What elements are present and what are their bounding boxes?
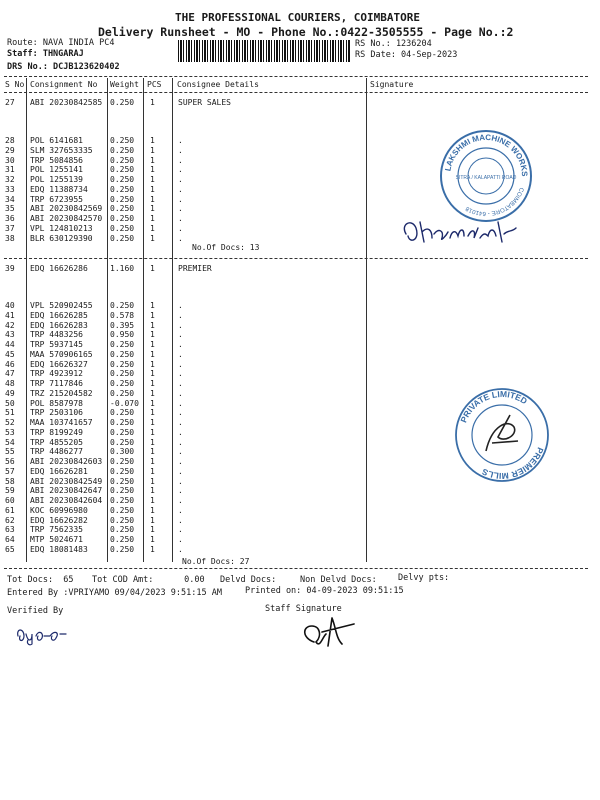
- consignee-dot: .: [178, 427, 183, 437]
- consignment-number: TRP 5084856: [30, 155, 83, 165]
- serial-number: 65: [5, 544, 15, 554]
- weight: 0.250: [110, 437, 135, 447]
- weight: 0.250: [110, 457, 135, 466]
- consignment-number: MAA 570906165: [30, 349, 93, 359]
- pieces: 1: [150, 175, 155, 184]
- pieces: 1: [150, 496, 155, 505]
- pieces: 1: [150, 369, 155, 379]
- consignee-dot: .: [178, 505, 183, 515]
- column-header: Consignment No: [30, 80, 98, 89]
- consignee-dot: .: [178, 301, 183, 310]
- consignee-dot: .: [178, 136, 183, 145]
- staff-signature: [292, 608, 362, 654]
- premier-mills-stamp: [452, 385, 552, 485]
- consignee-dot: .: [178, 466, 183, 476]
- pieces: 1: [150, 204, 155, 214]
- serial-number: 39: [5, 264, 15, 273]
- consignment-number: EDQ 18081483: [30, 544, 88, 554]
- barcode: [178, 40, 350, 62]
- consignee-dot: .: [178, 398, 183, 408]
- consignee-dot: .: [178, 359, 183, 369]
- weight: 0.300: [110, 447, 135, 457]
- consignment-number: TRP 7117846: [30, 379, 83, 388]
- svg-text:SITRA / KALAPATTI ROAD: SITRA / KALAPATTI ROAD: [455, 175, 517, 181]
- consignment-number: POL 1255139: [30, 175, 83, 184]
- consignee-dot: .: [178, 525, 183, 535]
- consignee-dot: .: [178, 145, 183, 155]
- column-header: PCS: [147, 80, 162, 89]
- consignment-number: TRZ 215204582: [30, 388, 93, 398]
- serial-number: 61: [5, 505, 15, 515]
- serial-number: 45: [5, 349, 15, 359]
- pieces: 1: [150, 349, 155, 359]
- consignee-dot: .: [178, 165, 183, 175]
- serial-number: 50: [5, 398, 15, 408]
- serial-number: 60: [5, 496, 15, 505]
- pieces: 1: [150, 408, 155, 418]
- weight: 0.250: [110, 98, 135, 107]
- consignment-number: ABI 20230842570: [30, 214, 103, 223]
- svg-text:COIMBATORE - 641018: COIMBATORE - 641018: [464, 186, 525, 217]
- weight: 0.250: [110, 525, 135, 535]
- company-seal-stamp: [438, 128, 534, 224]
- serial-number: 43: [5, 330, 15, 340]
- consignment-number: TRP 5937145: [30, 340, 83, 349]
- pieces: 1: [150, 447, 155, 457]
- consignment-number: EDQ 16626285: [30, 310, 88, 320]
- pieces: 1: [150, 136, 155, 145]
- weight: 0.250: [110, 145, 135, 155]
- pieces: 1: [150, 379, 155, 388]
- col-divider: [107, 78, 108, 562]
- weight: 0.250: [110, 165, 135, 175]
- consignee-dot: .: [178, 544, 183, 554]
- weight: 0.250: [110, 544, 135, 554]
- col-divider: [172, 78, 173, 562]
- weight: 0.250: [110, 301, 135, 310]
- consignee-dot: .: [178, 418, 183, 427]
- consignee-dot: .: [178, 496, 183, 505]
- pieces: 1: [150, 98, 155, 107]
- consignee-dot: .: [178, 340, 183, 349]
- serial-number: 58: [5, 476, 15, 486]
- consignee-dot: .: [178, 184, 183, 194]
- consignment-number: ABI 20230842603: [30, 457, 103, 466]
- serial-number: 38: [5, 233, 15, 243]
- consignment-number: TRP 4486277: [30, 447, 83, 457]
- pieces: 1: [150, 418, 155, 427]
- serial-number: 63: [5, 525, 15, 535]
- consignment-number: ABI 20230842549: [30, 476, 103, 486]
- consignment-number: TRP 7562335: [30, 525, 83, 535]
- weight: 0.250: [110, 359, 135, 369]
- consignee-name: SUPER SALES: [178, 98, 231, 107]
- serial-number: 64: [5, 535, 15, 544]
- weight: 0.250: [110, 486, 135, 496]
- weight: 0.250: [110, 476, 135, 486]
- printed-on: Printed on: 04-09-2023 09:51:15: [245, 586, 404, 596]
- consignment-number: EDQ 16626327: [30, 359, 88, 369]
- serial-number: 56: [5, 457, 15, 466]
- header-bottom-rule: [4, 92, 588, 93]
- consignee-dot: .: [178, 388, 183, 398]
- consignee-dot: .: [178, 204, 183, 214]
- consignee-dot: .: [178, 379, 183, 388]
- consignment-number: VPL 520902455: [30, 301, 93, 310]
- serial-number: 34: [5, 194, 15, 204]
- weight: 0.250: [110, 175, 135, 184]
- pieces: 1: [150, 535, 155, 544]
- serial-number: 49: [5, 388, 15, 398]
- consignee-dot: .: [178, 457, 183, 466]
- serial-number: 36: [5, 214, 15, 223]
- consignee-dot: .: [178, 447, 183, 457]
- pieces: 1: [150, 301, 155, 310]
- consignee-dot: .: [178, 437, 183, 447]
- pieces: 1: [150, 233, 155, 243]
- total-cod-amount: Tot COD Amt: 0.00: [92, 575, 205, 585]
- consignment-number: EDQ 16626286: [30, 264, 88, 273]
- consignee-dot: .: [178, 476, 183, 486]
- verified-by-label: Verified By: [7, 606, 64, 616]
- pieces: 1: [150, 155, 155, 165]
- serial-number: 46: [5, 359, 15, 369]
- weight: 0.578: [110, 310, 135, 320]
- consignment-number: EDQ 16626282: [30, 515, 88, 525]
- consignment-number: ABI 20230842604: [30, 496, 103, 505]
- weight: -0.070: [110, 398, 139, 408]
- pieces: 1: [150, 145, 155, 155]
- consignee-dot: .: [178, 515, 183, 525]
- serial-number: 52: [5, 418, 15, 427]
- pieces: 1: [150, 359, 155, 369]
- column-header: Weight: [110, 80, 139, 89]
- pieces: 1: [150, 437, 155, 447]
- serial-number: 41: [5, 310, 15, 320]
- entered-by: Entered By :VPRIYAMO 09/04/2023 9:51:15 AM: [7, 588, 222, 598]
- staff-signature-label: Staff Signature: [265, 604, 342, 614]
- pieces: 1: [150, 330, 155, 340]
- pieces: 1: [150, 515, 155, 525]
- rs-date: RS Date: 04-Sep-2023: [355, 50, 458, 60]
- consignment-number: MAA 103741657: [30, 418, 93, 427]
- serial-number: 55: [5, 447, 15, 457]
- pieces: 1: [150, 223, 155, 233]
- consignment-number: TRP 4483256: [30, 330, 83, 340]
- weight: 0.250: [110, 379, 135, 388]
- weight: 0.250: [110, 223, 135, 233]
- weight: 0.250: [110, 369, 135, 379]
- weight: 0.395: [110, 320, 135, 330]
- serial-number: 32: [5, 175, 15, 184]
- footer-top-rule: [4, 568, 588, 569]
- serial-number: 42: [5, 320, 15, 330]
- pieces: 1: [150, 184, 155, 194]
- serial-number: 51: [5, 408, 15, 418]
- consignee-dot: .: [178, 408, 183, 418]
- weight: 0.250: [110, 204, 135, 214]
- pieces: 1: [150, 165, 155, 175]
- consignee-dot: .: [178, 223, 183, 233]
- consignment-number: TRP 6723955: [30, 194, 83, 204]
- consignment-number: MTP 5024671: [30, 535, 83, 544]
- consignee-dot: .: [178, 233, 183, 243]
- consignment-number: TRP 2503106: [30, 408, 83, 418]
- group-separator: [4, 258, 588, 259]
- consignment-number: ABI 20230842585: [30, 98, 103, 107]
- consignment-number: TRP 4923912: [30, 369, 83, 379]
- weight: 0.250: [110, 233, 135, 243]
- weight: 0.250: [110, 184, 135, 194]
- consignee-name: PREMIER: [178, 264, 212, 273]
- serial-number: 40: [5, 301, 15, 310]
- consignment-number: TRP 4855205: [30, 437, 83, 447]
- consignee-dot: .: [178, 155, 183, 165]
- weight: 0.950: [110, 330, 135, 340]
- pieces: 1: [150, 398, 155, 408]
- verifier-signature: [14, 624, 74, 646]
- consignee-dot: .: [178, 330, 183, 340]
- pieces: 1: [150, 544, 155, 554]
- weight: 0.250: [110, 388, 135, 398]
- serial-number: 48: [5, 379, 15, 388]
- serial-number: 57: [5, 466, 15, 476]
- weight: 0.250: [110, 515, 135, 525]
- consignment-number: EDQ 16626281: [30, 466, 88, 476]
- docs-count: No.Of Docs: 27: [182, 557, 250, 566]
- weight: 0.250: [110, 466, 135, 476]
- consignment-number: KOC 60996980: [30, 505, 88, 515]
- docs-count: No.Of Docs: 13: [192, 243, 260, 252]
- weight: 0.250: [110, 194, 135, 204]
- serial-number: 37: [5, 223, 15, 233]
- serial-number: 59: [5, 486, 15, 496]
- pieces: 1: [150, 264, 155, 273]
- column-header: Signature: [370, 80, 414, 89]
- pieces: 1: [150, 457, 155, 466]
- pieces: 1: [150, 427, 155, 437]
- weight: 0.250: [110, 408, 135, 418]
- route-label: Route: NAVA INDIA PC4: [7, 38, 115, 48]
- consignment-number: TRP 8199249: [30, 427, 83, 437]
- serial-number: 33: [5, 184, 15, 194]
- consignee-dot: .: [178, 486, 183, 496]
- non-delivered-docs: Non Delvd Docs:: [300, 575, 377, 585]
- column-header: S No: [5, 80, 25, 89]
- drs-number: DRS No.: DCJB123620402: [7, 62, 120, 72]
- company-title: THE PROFESSIONAL COURIERS, COIMBATORE: [175, 11, 421, 24]
- consignment-number: SLM 327653335: [30, 145, 93, 155]
- consignee-dot: .: [178, 320, 183, 330]
- pieces: 1: [150, 340, 155, 349]
- weight: 0.250: [110, 427, 135, 437]
- weight: 0.250: [110, 340, 135, 349]
- pieces: 1: [150, 486, 155, 496]
- pieces: 1: [150, 505, 155, 515]
- pieces: 1: [150, 214, 155, 223]
- serial-number: 35: [5, 204, 15, 214]
- pieces: 1: [150, 466, 155, 476]
- consignment-number: POL 6141681: [30, 136, 83, 145]
- rs-number: RS No.: 1236204: [355, 39, 432, 49]
- col-divider: [143, 78, 144, 562]
- pieces: 1: [150, 310, 155, 320]
- weight: 0.250: [110, 505, 135, 515]
- serial-number: 29: [5, 145, 15, 155]
- weight: 0.250: [110, 349, 135, 359]
- svg-text:PRIVATE LIMITED: PRIVATE LIMITED: [458, 388, 530, 424]
- serial-number: 28: [5, 136, 15, 145]
- staff-label: Staff: THNGARAJ: [7, 49, 84, 59]
- consignment-number: EDQ 11388734: [30, 184, 88, 194]
- serial-number: 53: [5, 427, 15, 437]
- col-divider: [26, 78, 27, 562]
- total-docs: Tot Docs: 65: [7, 575, 74, 585]
- consignment-number: POL 8587978: [30, 398, 83, 408]
- svg-text:PREMIER MILLS: PREMIER MILLS: [480, 446, 546, 482]
- weight: 0.250: [110, 496, 135, 505]
- consignment-number: POL 1255141: [30, 165, 83, 175]
- serial-number: 30: [5, 155, 15, 165]
- pieces: 1: [150, 388, 155, 398]
- serial-number: 54: [5, 437, 15, 447]
- consignee-dot: .: [178, 310, 183, 320]
- pieces: 1: [150, 320, 155, 330]
- delivered-docs: Delvd Docs:: [220, 575, 277, 585]
- serial-number: 62: [5, 515, 15, 525]
- weight: 0.250: [110, 136, 135, 145]
- serial-number: 44: [5, 340, 15, 349]
- weight: 0.250: [110, 535, 135, 544]
- serial-number: 31: [5, 165, 15, 175]
- consignment-number: ABI 20230842647: [30, 486, 103, 496]
- consignee-dot: .: [178, 214, 183, 223]
- serial-number: 47: [5, 369, 15, 379]
- receiver-signature: [398, 214, 528, 250]
- svg-text:LAKSHMI MACHINE WORKS: LAKSHMI MACHINE WORKS: [443, 132, 530, 177]
- column-header: Consignee Details: [177, 80, 259, 89]
- pieces: 1: [150, 525, 155, 535]
- weight: 0.250: [110, 418, 135, 427]
- weight: 1.160: [110, 264, 135, 273]
- delivery-points: Delvy pts:: [398, 573, 450, 583]
- consignment-number: EDQ 16626283: [30, 320, 88, 330]
- consignee-dot: .: [178, 194, 183, 204]
- col-divider: [366, 78, 367, 562]
- header-top-rule: [4, 76, 588, 77]
- pieces: 1: [150, 194, 155, 204]
- consignment-number: VPL 124810213: [30, 223, 93, 233]
- consignee-dot: .: [178, 535, 183, 544]
- weight: 0.250: [110, 214, 135, 223]
- consignee-dot: .: [178, 369, 183, 379]
- consignee-dot: .: [178, 175, 183, 184]
- consignment-number: ABI 20230842569: [30, 204, 103, 214]
- runsheet-title: Delivery Runsheet - MO - Phone No.:0422-3505555 - Page No.:2: [98, 25, 514, 39]
- consignment-number: BLR 630129390: [30, 233, 93, 243]
- pieces: 1: [150, 476, 155, 486]
- serial-number: 27: [5, 98, 15, 107]
- weight: 0.250: [110, 155, 135, 165]
- consignee-dot: .: [178, 349, 183, 359]
